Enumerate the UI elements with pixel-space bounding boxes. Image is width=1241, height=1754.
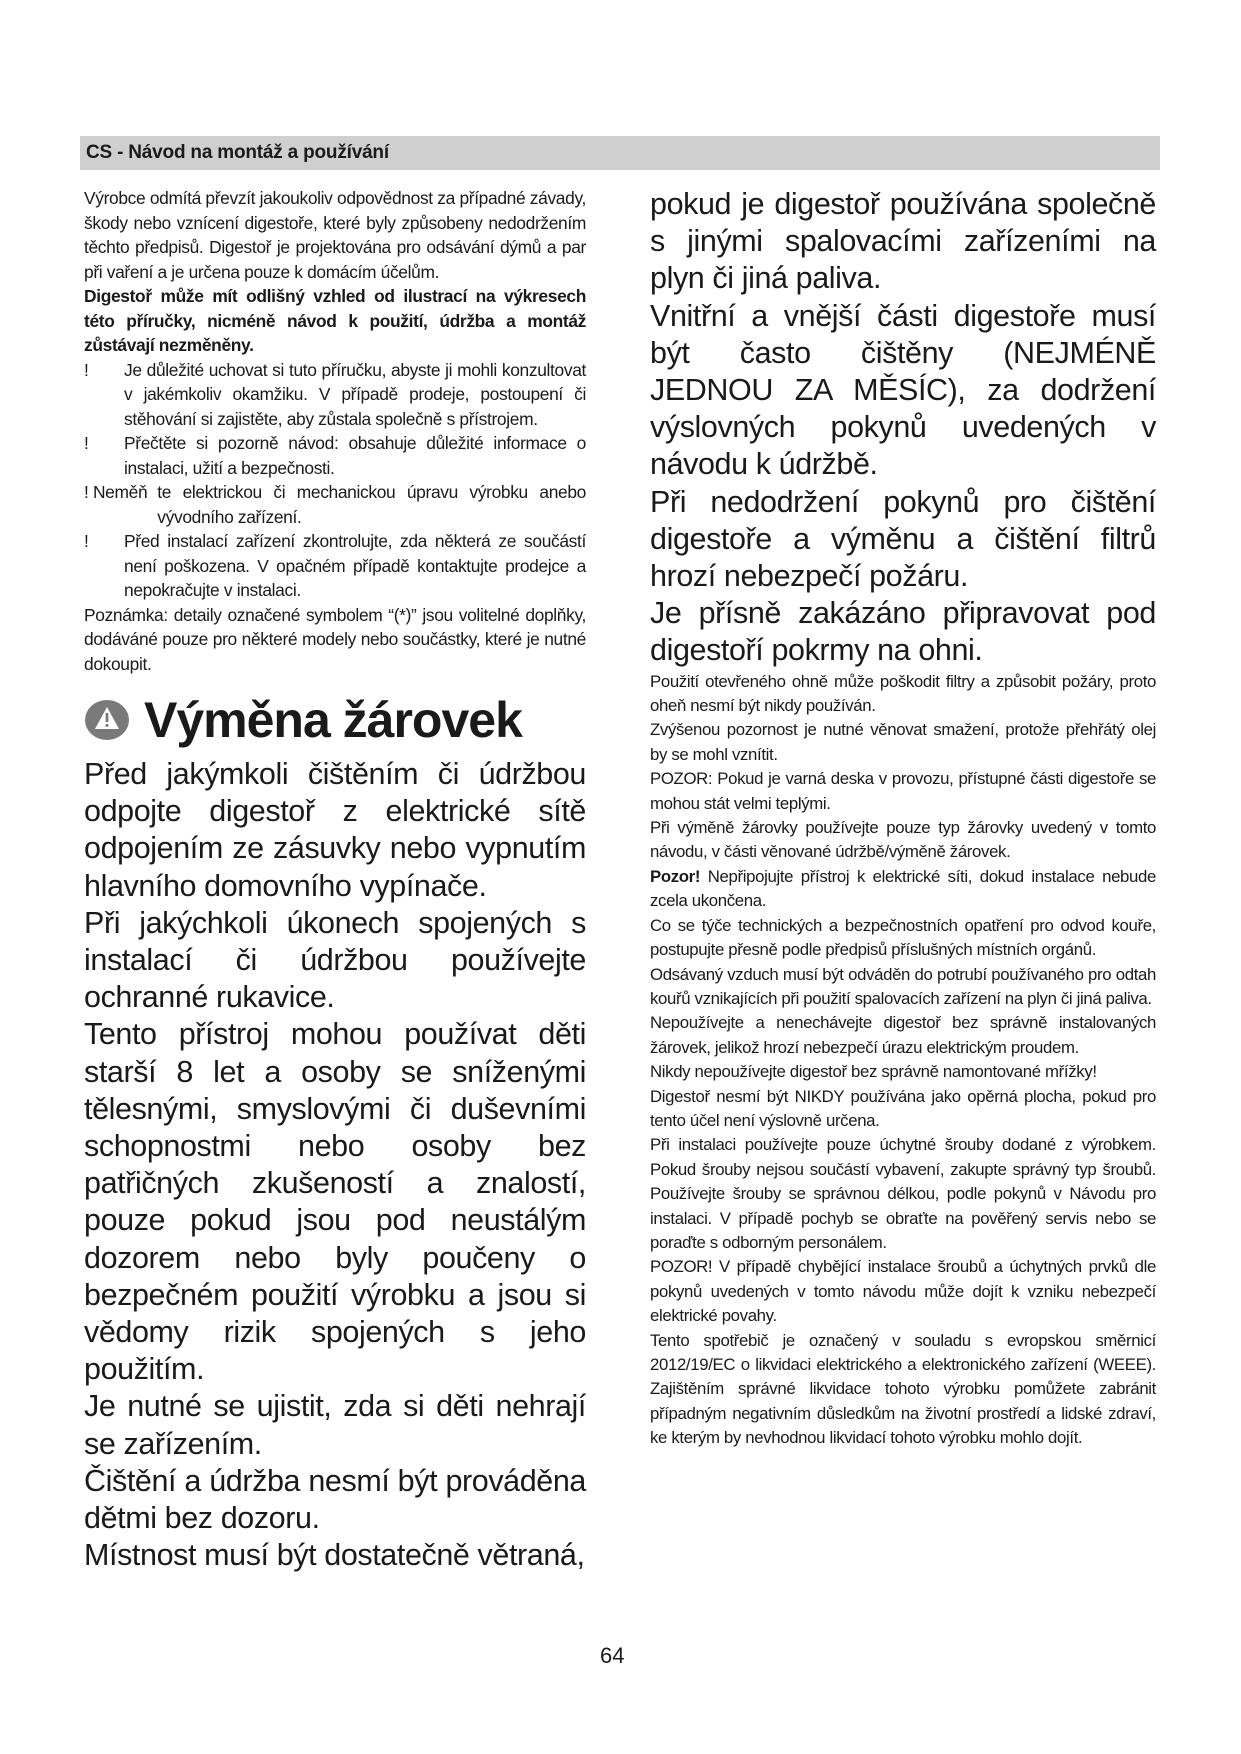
small-paragraph: Digestoř nesmí být NIKDY používána jako opěrná plocha, pokud pro tento účel není výslovně určena. bbox=[650, 1086, 1156, 1130]
big-paragraph: Je přísně zakázáno připravovat pod digestoří pokrmy na ohni. bbox=[650, 596, 1156, 668]
header-bar bbox=[80, 136, 1160, 170]
right-column bbox=[650, 186, 1156, 1451]
small-paragraph: Nepoužívejte a nenechávejte digestoř bez správně instalovaných žárovek, jelikož hrozí nebezpečí úrazu elektrickým proudem. bbox=[650, 1013, 1156, 1057]
bullet-mark: ! bbox=[84, 531, 89, 551]
pozor-paragraph bbox=[650, 865, 1156, 914]
big-paragraph: Místnost musí být dostatečně větraná, bbox=[84, 1538, 585, 1573]
bullet-text: Přečtěte si pozorně návod: obsahuje důležité informace o instalaci, užití a bezpečnosti. bbox=[124, 433, 586, 478]
small-paragraph: Zvýšenou pozornost je nutné věnovat smažení, protože přehřátý olej by se mohl vznítit. bbox=[650, 720, 1156, 764]
big-paragraph: Při jakýchkoli úkonech spojených s instalací či údržbou používejte ochranné rukavice. bbox=[84, 905, 586, 1015]
bullet-item bbox=[84, 529, 586, 603]
big-paragraph: Je nutné se ujistit, zda si děti nehrají se zařízením. bbox=[84, 1389, 586, 1461]
bold-note: Digestoř může mít odlišný vzhled od ilustrací na výkresech této příručky, nicméně návod k použití, údržba a montáž zůstávají nezměněny. bbox=[84, 286, 586, 355]
bullet-text: Před instalací zařízení zkontrolujte, zda některá ze součástí není poškozena. V opačném případě kontaktujte prodejce a nepokračujte v instalaci. bbox=[124, 531, 586, 600]
bullet-mark: ! bbox=[84, 433, 89, 453]
big-paragraph: Čištění a údržba nesmí být prováděna dětmi bez dozoru. bbox=[84, 1463, 586, 1536]
bullet-text: Je důležité uchovat si tuto příručku, abyste ji mohli konzultovat v jakémkoliv okamžiku. V případě prodeje, postoupení či stěhování si zajistěte, aby zůstala společně s přístrojem. bbox=[124, 359, 586, 429]
small-paragraph: POZOR: Pokud je varná deska v provozu, přístupné části digestoře se mohou stát velmi teplými. bbox=[650, 769, 1156, 813]
small-paragraph: Tento spotřebič je označený v souladu s evropskou směrnicí 2012/19/EC o likvidaci elektrického a elektronického zařízení (WEEE). Zajištěním správné likvidace tohoto výrobku pomůžete zabránit případným negativním důsledkům na životní prostředí a lidské zdraví, ke kterým by nevhodnou likvidací tohoto výrobku mohlo dojít. bbox=[650, 1330, 1156, 1448]
small-paragraph: Co se týče technických a bezpečnostních opatření pro odvod kouře, postupujte přesně podle předpisů příslušných místních orgánů. bbox=[650, 915, 1156, 960]
pozor-text: Nepřipojujte přístroj k elektrické síti, dokud instalace nebude zcela ukončena. bbox=[650, 866, 1156, 911]
bullet-item bbox=[84, 358, 586, 432]
bullet-mark: ! bbox=[84, 359, 89, 380]
left-column bbox=[84, 186, 586, 1574]
small-paragraph: Při výměně žárovky používejte pouze typ žárovky uvedený v tomto návodu, v části věnované údržbě/výměně žárovek. bbox=[650, 818, 1156, 862]
intro-paragraph: Výrobce odmítá převzít jakoukoliv odpovědnost za případné závady, škody nebo vznícení digestoře, které byly způsobeny nedodržením těchto předpisů. Digestoř je projektována pro odsávání dýmů a par při vaření a je určena pouze k domácím účelům. bbox=[84, 188, 586, 282]
big-paragraph: Vnitřní a vnější části digestoře musí být často čištěny (NEJMÉNĚ JEDNOU ZA MĚSÍC), za dodržení výslovných pokynů uvedených v návodu k údržbě. bbox=[650, 298, 1156, 482]
small-paragraph: Při instalaci používejte pouze úchytné šrouby dodané z výrobkem. Pokud šrouby nejsou součástí vybavení, zakupte správný typ šroubů. Používejte šrouby se správnou délkou, podle pokynů v Návodu pro instalaci. V případě pochyb se obraťte na pověřený servis nebo se poraďte s odborným personálem. bbox=[650, 1135, 1156, 1252]
note-paragraph: Poznámka: detaily označené symbolem “(*)” jsou volitelné doplňky, dodáváné pouze pro některé modely nebo součástky, které je nutné dokoupit. bbox=[84, 604, 586, 674]
section-title: Výměna žárovek bbox=[144, 692, 522, 748]
bullet-text: te elektrickou či mechanickou úpravu výrobku anebo vývodního zařízení. bbox=[157, 482, 586, 527]
small-paragraph: Použití otevřeného ohně může poškodit filtry a způsobit požáry, proto oheň nesmí být nikdy používán. bbox=[650, 671, 1156, 716]
warning-icon bbox=[84, 697, 130, 743]
small-paragraph: POZOR! V případě chybějící instalace šroubů a úchytných prvků dle pokynů uvedených v tomto návodu může dojít k vzniku nebezpečí elektrické povahy. bbox=[650, 1257, 1156, 1326]
small-paragraph: Odsávaný vzduch musí být odváděn do potrubí používaného pro odtah kouřů vznikajících při použití spalovacích zařízení na plyn či jiná paliva. bbox=[650, 964, 1156, 1008]
section-heading bbox=[84, 690, 586, 750]
header-title: CS - Návod na montáž a používání bbox=[86, 142, 389, 163]
bullet-item bbox=[84, 431, 586, 480]
pozor-label: Pozor! bbox=[650, 866, 701, 886]
page-number: 64 bbox=[600, 1643, 625, 1668]
bullet-item bbox=[84, 480, 586, 529]
big-paragraph: pokud je digestoř používána společně s jinými spalovacími zařízeními na plyn či jiná paliva. bbox=[650, 187, 1156, 296]
big-paragraph: Před jakýmkoli čištěním či údržbou odpojte digestoř z elektrické sítě odpojením ze zásuvky nebo vypnutím hlavního domovního vypínače. bbox=[84, 757, 586, 903]
bullet-mark: ! Neměň bbox=[84, 482, 148, 502]
small-paragraph: Nikdy nepoužívejte digestoř bez správně namontované mřížky! bbox=[650, 1062, 1097, 1082]
big-paragraph: Při nedodržení pokynů pro čištění digestoře a výměnu a čištění filtrů hrozí nebezpečí požáru. bbox=[650, 484, 1156, 594]
big-paragraph: Tento přístroj mohou používat děti starší 8 let a osoby se sníženými tělesnými, smyslovými či duševními schopnostmi nebo osoby bez patřičných zkušeností a znalostí, pouze pokud jsou pod neustálým dozorem nebo byly poučeny o bezpečném použití výrobku a jsou si vědomy rizik spojených s jeho použitím. bbox=[84, 1017, 586, 1387]
